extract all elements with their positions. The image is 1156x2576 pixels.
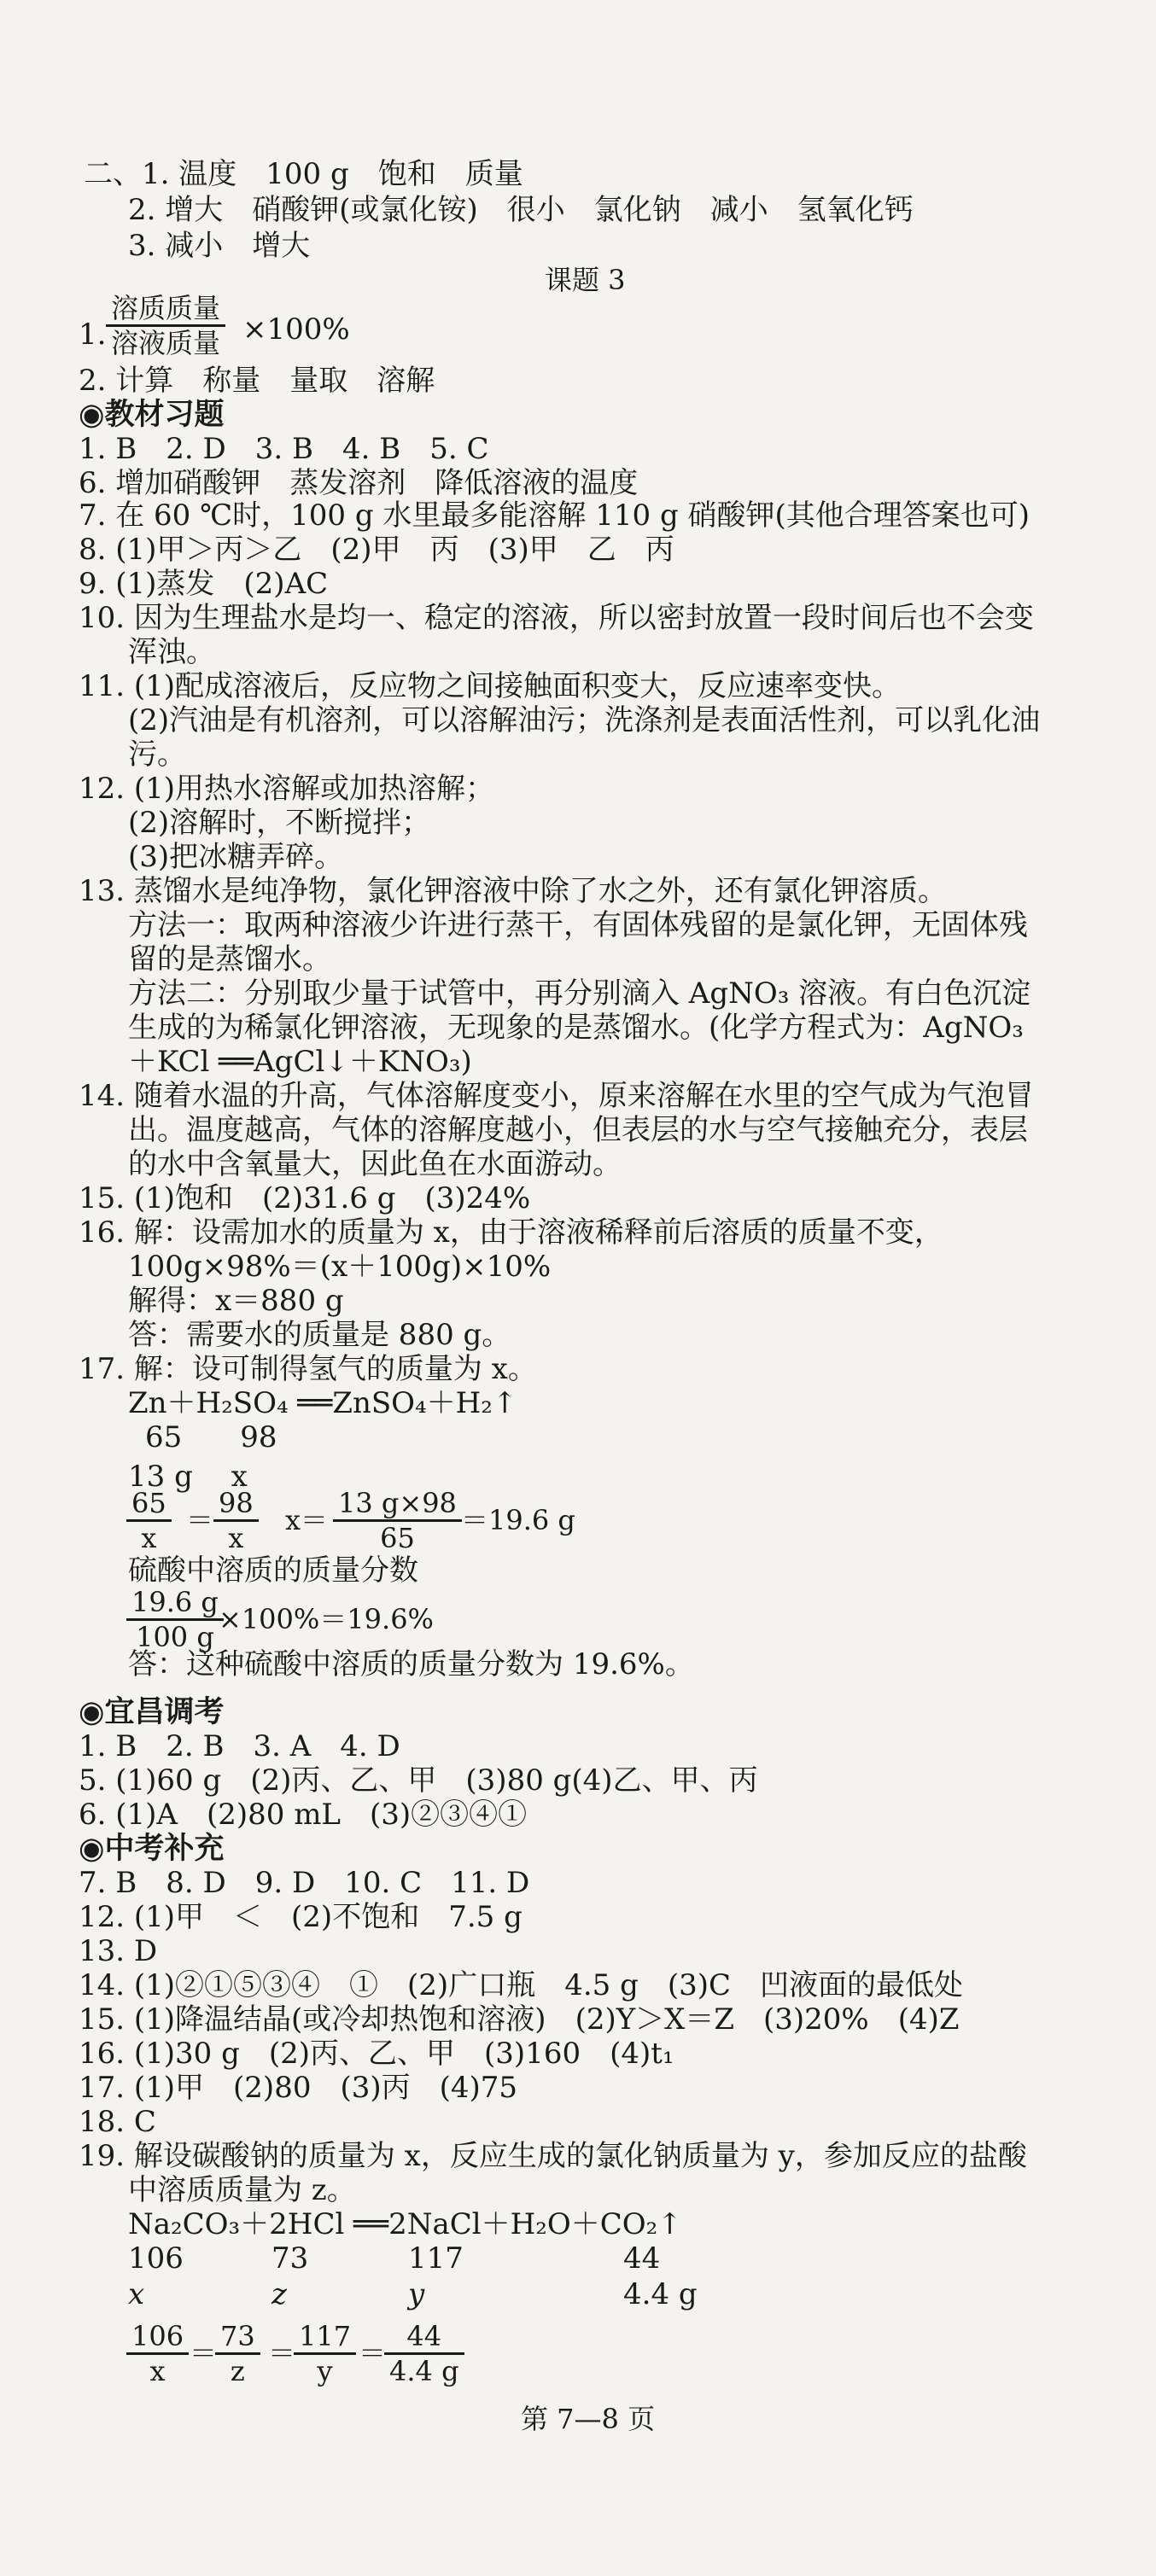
answer-line: 出。温度越高，气体的溶解度越小，但表层的水与空气接触充分，表层 <box>128 1113 1028 1147</box>
answer-line: 13 g x <box>128 1460 248 1494</box>
equals-sign: ＝ <box>186 1504 214 1536</box>
answer-line: ＋KCl ══AgCl↓＋KNO₃) <box>128 1045 472 1079</box>
section-heading: ◉中考补充 <box>79 1831 225 1866</box>
fraction: 溶质质量 溶液质量 <box>106 292 225 359</box>
answer-line: 3. 减小 增大 <box>128 229 311 263</box>
answer-line: 13. 蒸馏水是纯净物，氯化钾溶液中除了水之外，还有氯化钾溶质。 <box>79 874 947 908</box>
answer-line: (2)汽油是有机溶剂，可以溶解油污；洗涤剂是表面活性剂，可以乳化油 <box>128 703 1041 737</box>
molar-mass: 106 <box>128 2241 184 2276</box>
section-heading: ◉宜昌调考 <box>79 1694 225 1729</box>
fraction: $\frac{98}{x}$ <box>213 1487 259 1554</box>
answer-line: 中溶质质量为 z。 <box>128 2173 356 2207</box>
answer-line: 方法二：分别取少量于试管中，再分别滴入 AgNO₃ 溶液。有白色沉淀 <box>128 976 1031 1011</box>
fraction: $\frac{19.6 g}{100 g}$ <box>126 1586 224 1653</box>
answer-line: 5. (1)60 g (2)丙、乙、甲 (3)80 g(4)乙、甲、丙 <box>79 1763 758 1798</box>
answer-line: 6. (1)A (2)80 mL (3)②③④① <box>79 1798 528 1832</box>
answer-line: 16. 解：设需加水的质量为 x，由于溶液稀释前后溶质的质量不变， <box>79 1215 943 1250</box>
answer-line: 13. D <box>79 1934 158 1968</box>
unknown-variable: y <box>408 2277 425 2311</box>
unknown-variable: z <box>271 2277 287 2311</box>
answer-line: 18. C <box>79 2105 156 2139</box>
answer-line: 污。 <box>128 737 186 772</box>
page-number: 第 7—8 页 <box>521 2403 656 2435</box>
answer-line: 17. (1)甲 (2)80 (3)丙 (4)75 <box>79 2071 518 2105</box>
fraction: $\frac{44}{4.4 g}$ <box>384 2320 464 2387</box>
answer-line: 100g×98%＝(x＋100g)×10% <box>128 1250 552 1284</box>
equals-sign: ＝ <box>190 2337 218 2369</box>
answer-line: (3)把冰糖弄碎。 <box>128 840 344 874</box>
answer-line: 2. 计算 称量 量取 溶解 <box>79 364 435 398</box>
answer-line: 答：需要水的质量是 880 g。 <box>128 1318 511 1352</box>
answer-line: 二、1. 温度 100 g 饱和 质量 <box>84 157 523 191</box>
answer-line: 9. (1)蒸发 (2)AC <box>79 567 329 601</box>
molar-mass: 44 <box>623 2241 661 2276</box>
chemical-equation: Zn＋H₂SO₄ ══ZnSO₄＋H₂↑ <box>128 1386 517 1420</box>
answer-line: 2. 增大 硝酸钾(或氯化铵) 很小 氯化钠 减小 氢氧化钙 <box>128 193 914 227</box>
molar-mass: 117 <box>408 2241 464 2276</box>
answer-line: ＝19.6 g <box>461 1504 575 1536</box>
answer-line: 生成的为稀氯化钾溶液，无现象的是蒸馏水。(化学方程式为：AgNO₃ <box>128 1011 1024 1045</box>
answer-line: 6. 增加硝酸钾 蒸发溶剂 降低溶液的温度 <box>79 466 639 500</box>
fraction: $\frac{106}{x}$ <box>126 2320 189 2387</box>
answer-line: x＝ <box>285 1504 329 1536</box>
equals-sign: ＝ <box>268 2337 296 2369</box>
answer-line: 19. 解设碳酸钠的质量为 x，反应生成的氯化钠质量为 y，参加反应的盐酸 <box>79 2139 1027 2173</box>
fraction: $\frac{117}{y}$ <box>294 2320 356 2387</box>
answer-line: 的水中含氧量大，因此鱼在水面游动。 <box>128 1147 622 1181</box>
answer-line: ×100%＝19.6% <box>219 1603 434 1635</box>
answer-line: 留的是蒸馏水。 <box>128 942 331 976</box>
answer-line: (2)溶解时，不断搅拌； <box>128 806 431 840</box>
answer-line: 15. (1)饱和 (2)31.6 g (3)24% <box>79 1181 531 1215</box>
answer-line: 硫酸中溶质的质量分数 <box>128 1553 418 1588</box>
chemical-equation: Na₂CO₃＋2HCl ══2NaCl＋H₂O＋CO₂↑ <box>128 2207 682 2241</box>
answer-line: 11. (1)配成溶液后，反应物之间接触面积变大，反应速率变快。 <box>79 669 902 703</box>
answer-line: 1. B 2. B 3. A 4. D <box>79 1729 400 1763</box>
fraction: $\frac{13 g\times 98}{65}$ <box>333 1487 462 1554</box>
answer-line: 8. (1)甲＞丙＞乙 (2)甲 丙 (3)甲 乙 丙 <box>79 533 674 567</box>
answer-line: 14. 随着水温的升高，气体溶解度变小，原来溶解在水里的空气成为气泡冒 <box>79 1079 1034 1113</box>
molar-mass: 73 <box>271 2241 309 2276</box>
answer-line: 16. (1)30 g (2)丙、乙、甲 (3)160 (4)t₁ <box>79 2037 674 2071</box>
answer-line: 1. <box>79 318 107 352</box>
answer-line: 17. 解：设可制得氢气的质量为 x。 <box>79 1352 537 1386</box>
answer-line: 14. (1)②①⑤③④ ① (2)广口瓶 4.5 g (3)C 凹液面的最低处 <box>79 1968 964 2002</box>
answer-line: 答：这种硫酸中溶质的质量分数为 19.6%。 <box>128 1647 694 1681</box>
section-heading: ◉教材习题 <box>79 397 225 432</box>
answer-line: 1. B 2. D 3. B 4. B 5. C <box>79 432 489 466</box>
answer-line: 12. (1)用热水溶解或加热溶解； <box>79 772 495 806</box>
answer-line: 12. (1)甲 ＜ (2)不饱和 7.5 g <box>79 1900 523 1934</box>
section-title: 课题 3 <box>545 264 626 296</box>
answer-line: 7. B 8. D 9. D 10. C 11. D <box>79 1866 530 1900</box>
answer-line: ×100% <box>242 312 350 347</box>
answer-line: 浑浊。 <box>128 635 215 669</box>
fraction: $\frac{73}{z}$ <box>215 2320 260 2387</box>
equals-sign: ＝ <box>359 2337 387 2369</box>
answer-line: 7. 在 60 ℃时，100 g 水里最多能溶解 110 g 硝酸钾(其他合理答案也可) <box>79 498 1030 533</box>
known-mass: 4.4 g <box>623 2277 698 2311</box>
answer-line: 15. (1)降温结晶(或冷却热饱和溶液) (2)Y＞X＝Z (3)20% (4)Z <box>79 2002 960 2037</box>
unknown-variable: x <box>128 2277 145 2311</box>
answer-line: 65 98 <box>145 1420 277 1454</box>
answer-line: 解得：x＝880 g <box>128 1284 344 1318</box>
answer-line: 10. 因为生理盐水是均一、稳定的溶液，所以密封放置一段时间后也不会变 <box>79 601 1034 635</box>
answer-line: 方法一：取两种溶液少许进行蒸干，有固体残留的是氯化钾，无固体残 <box>128 908 1028 942</box>
fraction: $\frac{65}{x}$ <box>126 1487 172 1554</box>
